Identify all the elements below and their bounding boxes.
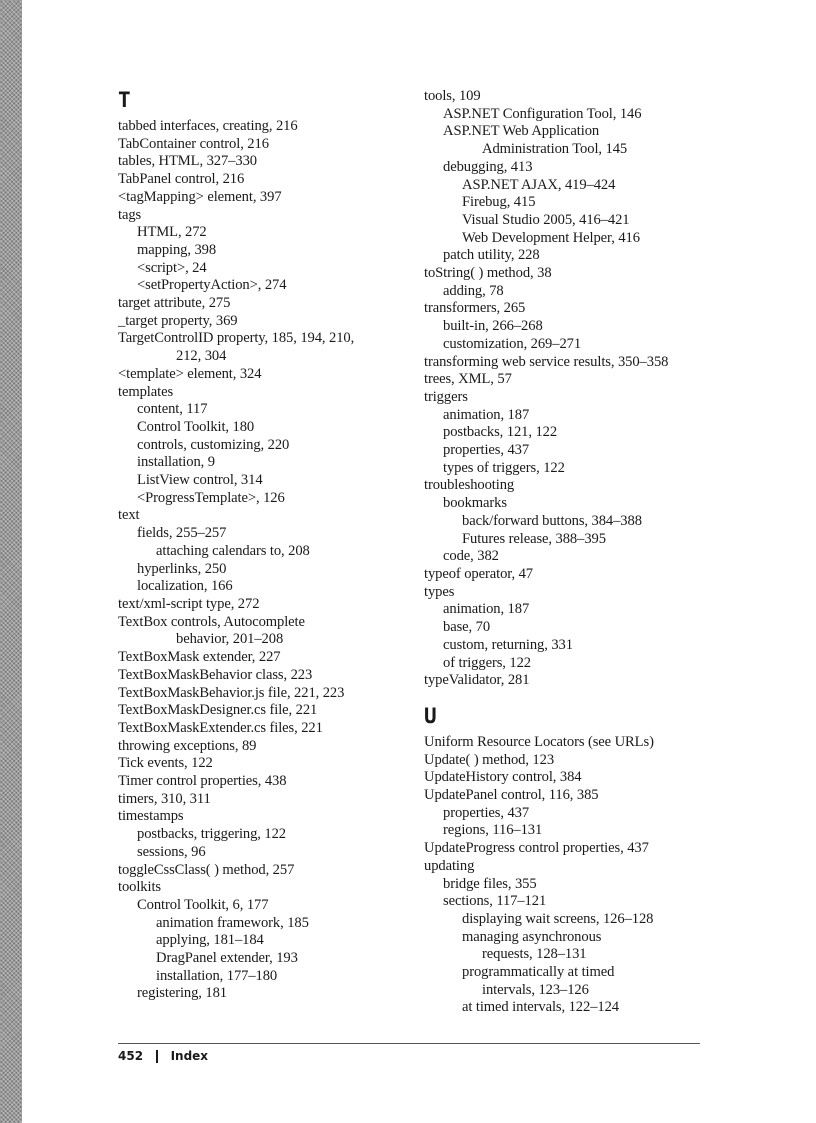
index-entry: patch utility, 228 <box>443 247 540 264</box>
index-entry: built-in, 266–268 <box>443 318 543 335</box>
index-entry: Uniform Resource Locators (see URLs) <box>424 733 654 750</box>
index-entry: timers, 310, 311 <box>118 790 211 807</box>
section-gap <box>424 690 714 704</box>
index-entry: Web Development Helper, 416 <box>462 229 640 246</box>
index-entry: TextBoxMask extender, 227 <box>118 649 281 666</box>
index-entry-continuation: intervals, 123–126 <box>482 981 589 998</box>
index-column-left <box>118 88 408 1003</box>
index-entry: typeof operator, 47 <box>424 565 533 582</box>
index-entry: at timed intervals, 122–124 <box>462 999 619 1016</box>
index-entry: programmatically at timed <box>462 964 615 981</box>
index-entry: TextBoxMaskBehavior.js file, 221, 223 <box>118 684 345 701</box>
index-entry: triggers <box>424 388 468 405</box>
index-entry: Tick events, 122 <box>118 755 213 772</box>
index-entry: transforming web service results, 350–358 <box>424 353 669 370</box>
index-entry: adding, 78 <box>443 282 504 299</box>
section-letter-t: T <box>118 88 131 112</box>
index-entry: Control Toolkit, 6, 177 <box>137 896 269 913</box>
index-entry: back/forward buttons, 384–388 <box>462 512 642 529</box>
scanned-margin-strip <box>0 0 22 1123</box>
index-entry: throwing exceptions, 89 <box>118 737 257 754</box>
index-entry: ListView control, 314 <box>137 472 263 489</box>
index-entry: templates <box>118 383 174 400</box>
index-entry: TextBox controls, Autocomplete <box>118 613 305 630</box>
index-entry: types of triggers, 122 <box>443 459 565 476</box>
index-entry: <tagMapping> element, 397 <box>118 188 282 205</box>
index-entry-list <box>118 118 408 1003</box>
index-entry: applying, 181–184 <box>156 932 264 949</box>
page-footer <box>118 1048 208 1064</box>
index-entry: Futures release, 388–395 <box>462 530 606 547</box>
index-entry: UpdateHistory control, 384 <box>424 769 582 786</box>
index-entry: attaching calendars to, 208 <box>156 542 310 559</box>
index-entry: bridge files, 355 <box>443 875 537 892</box>
index-entry: tags <box>118 206 142 223</box>
index-entry: ASP.NET AJAX, 419–424 <box>462 176 616 193</box>
index-entry: animation, 187 <box>443 406 530 423</box>
index-entry: animation, 187 <box>443 601 530 618</box>
index-entry: tables, HTML, 327–330 <box>118 153 257 170</box>
page-number: 452 <box>118 1049 144 1063</box>
index-entry: TargetControlID property, 185, 194, 210, <box>118 330 355 347</box>
index-entry: TextBoxMaskDesigner.cs file, 221 <box>118 702 318 719</box>
index-entry: transformers, 265 <box>424 300 526 317</box>
index-entry: toggleCssClass( ) method, 257 <box>118 861 295 878</box>
index-entry: trees, XML, 57 <box>424 371 512 388</box>
index-entry: TabPanel control, 216 <box>118 171 245 188</box>
index-entry-list <box>424 88 714 690</box>
index-entry: TextBoxMaskExtender.cs files, 221 <box>118 719 323 736</box>
index-entry: properties, 437 <box>443 442 530 459</box>
index-entry: TabContainer control, 216 <box>118 135 269 152</box>
index-entry: registering, 181 <box>137 985 227 1002</box>
index-entry: custom, returning, 331 <box>443 636 573 653</box>
index-entry: toolkits <box>118 879 161 896</box>
index-entry-continuation: behavior, 201–208 <box>176 631 284 648</box>
index-entry-continuation: requests, 128–131 <box>482 946 587 963</box>
index-column-right <box>424 88 714 1017</box>
index-entry: customization, 269–271 <box>443 335 582 352</box>
index-entry: hyperlinks, 250 <box>137 560 227 577</box>
index-entry: DragPanel extender, 193 <box>156 950 298 967</box>
index-entry: content, 117 <box>137 401 208 418</box>
index-entry: _target property, 369 <box>118 312 238 329</box>
section-letter-u: U <box>424 703 437 728</box>
index-entry: toString( ) method, 38 <box>424 265 552 282</box>
index-entry: text/xml-script type, 272 <box>118 595 260 612</box>
index-entry: Update( ) method, 123 <box>424 751 555 768</box>
index-entry: controls, customizing, 220 <box>137 436 290 453</box>
index-entry: properties, 437 <box>443 804 530 821</box>
index-entry: <ProgressTemplate>, 126 <box>137 489 285 506</box>
index-entry: debugging, 413 <box>443 158 533 175</box>
index-entry: sessions, 96 <box>137 843 206 860</box>
index-entry: troubleshooting <box>424 477 515 494</box>
index-entry: localization, 166 <box>137 578 233 595</box>
index-entry: of triggers, 122 <box>443 654 531 671</box>
index-entry: HTML, 272 <box>137 224 207 241</box>
index-entry: postbacks, triggering, 122 <box>137 826 286 843</box>
index-entry: bookmarks <box>443 495 507 512</box>
index-entry-continuation: Administration Tool, 145 <box>482 141 628 158</box>
index-entry: <script>, 24 <box>137 259 207 276</box>
index-entry: <setPropertyAction>, 274 <box>137 277 287 294</box>
footer-section-label: Index <box>170 1049 209 1063</box>
index-entry: sections, 117–121 <box>443 893 547 910</box>
index-entry: updating <box>424 857 475 874</box>
index-entry: mapping, 398 <box>137 241 217 258</box>
index-entry: target attribute, 275 <box>118 295 231 312</box>
index-entry: managing asynchronous <box>462 928 602 945</box>
index-entry: installation, 9 <box>137 454 215 471</box>
footer-rule <box>118 1043 700 1044</box>
footer-separator <box>156 1050 158 1063</box>
index-entry: typeValidator, 281 <box>424 672 530 689</box>
index-entry: installation, 177–180 <box>156 967 278 984</box>
index-entry-list <box>424 734 714 1017</box>
index-entry: Timer control properties, 438 <box>118 773 287 790</box>
index-entry: tools, 109 <box>424 88 481 104</box>
index-entry: code, 382 <box>443 548 499 565</box>
index-entry: animation framework, 185 <box>156 914 309 931</box>
index-entry: Firebug, 415 <box>462 194 536 211</box>
index-entry: Control Toolkit, 180 <box>137 418 255 435</box>
index-entry: postbacks, 121, 122 <box>443 424 558 441</box>
index-entry: displaying wait screens, 126–128 <box>462 910 654 927</box>
index-entry: TextBoxMaskBehavior class, 223 <box>118 666 313 683</box>
index-entry: tabbed interfaces, creating, 216 <box>118 118 298 134</box>
index-entry: UpdatePanel control, 116, 385 <box>424 787 599 804</box>
index-entry: text <box>118 507 140 524</box>
index-entry: types <box>424 583 455 600</box>
index-entry: Visual Studio 2005, 416–421 <box>462 211 630 228</box>
index-entry: UpdateProgress control properties, 437 <box>424 840 649 857</box>
index-entry: ASP.NET Web Application <box>443 123 600 140</box>
index-entry: base, 70 <box>443 619 491 636</box>
index-entry: timestamps <box>118 808 184 825</box>
index-entry: <template> element, 324 <box>118 365 262 382</box>
index-entry: regions, 116–131 <box>443 822 543 839</box>
index-entry-continuation: 212, 304 <box>176 348 227 365</box>
index-entry: fields, 255–257 <box>137 525 227 542</box>
index-entry: ASP.NET Configuration Tool, 146 <box>443 105 642 122</box>
